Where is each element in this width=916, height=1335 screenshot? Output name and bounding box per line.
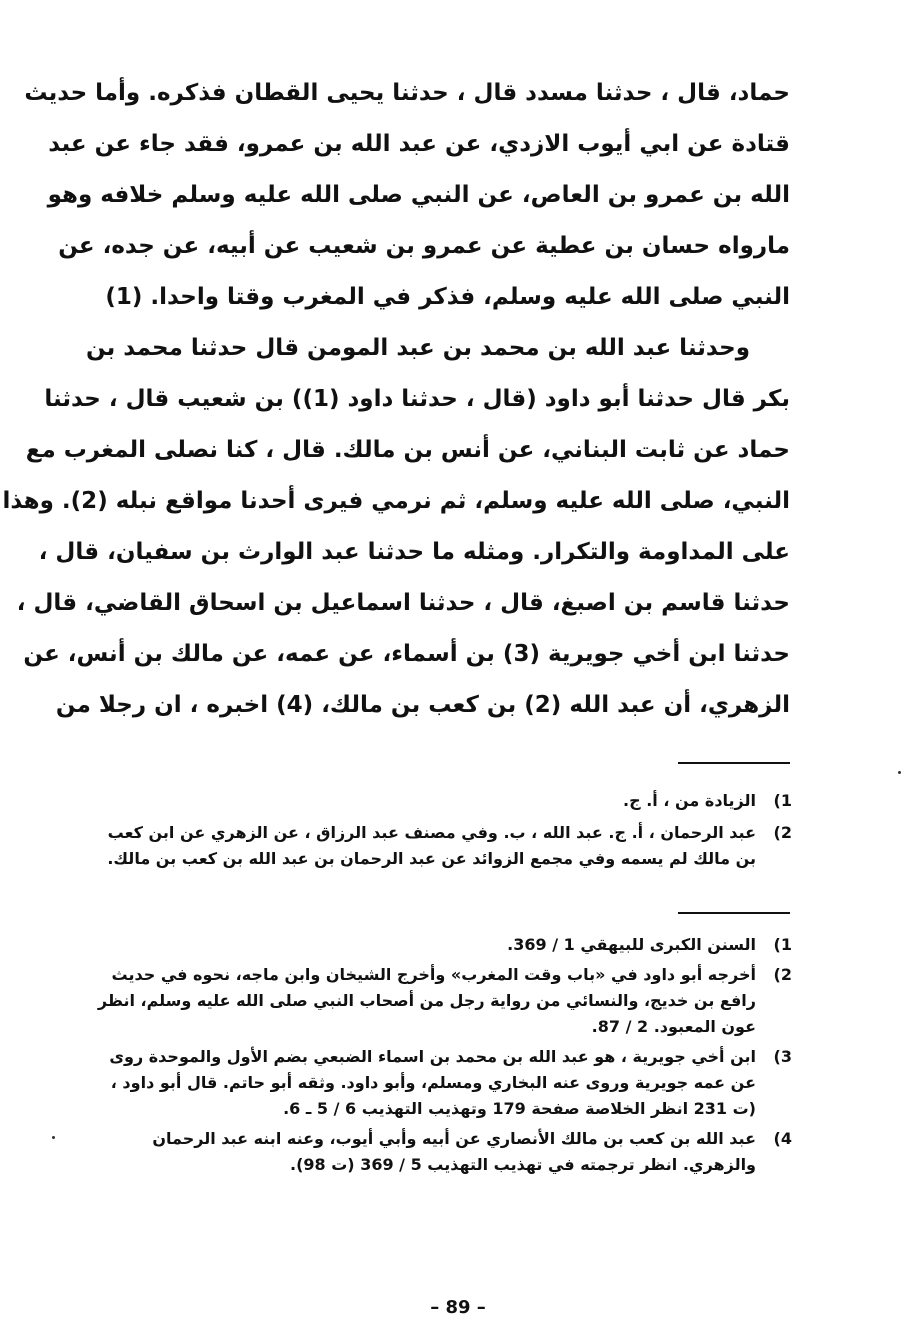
text-line: بكر قال حدثنا أبو داود (قال ، حدثنا داود (1)) بن شعيب قال ، حدثنا	[44, 386, 790, 412]
note-text	[120, 788, 756, 814]
footnote-line: ابن أخي جويرية ، هو عبد الله بن محمد بن اسماء الضبعي بضم الأول والموحدة روى	[109, 1047, 756, 1066]
text-line: قتادة عن ابي أيوب الازدي، عن عبد الله بن عمرو، فقد جاء عن عبد	[48, 131, 790, 157]
footnote-line: عن عمه جويرية وروى عنه البخاري ومسلم، وأبو داود. وثقه أبو حاتم. قال أبو داود ،	[110, 1073, 756, 1092]
note-number: 1)	[773, 791, 792, 810]
page-number: – 89 –	[430, 1297, 486, 1318]
footnote-line: والزهري. انظر ترجمته في تهذيب التهذيب 5 / 369 (ت 98).	[290, 1155, 756, 1174]
note-line: بن مالك لم يسمه وفي مجمع الزوائد عن عبد الرحمان بن عبد الله بن كعب بن مالك.	[107, 849, 756, 868]
editor-notes	[107, 788, 792, 872]
note-text	[107, 820, 756, 872]
text-line: حدثنا ابن أخي جويرية (3) بن أسماء، عن عمه، عن مالك بن أنس، عن	[23, 641, 790, 667]
footnote-1	[120, 932, 792, 958]
editor-note-2	[107, 820, 792, 872]
footnote-number: 4)	[773, 1129, 792, 1148]
footnote-number: 1)	[773, 935, 792, 954]
footnote-4	[120, 1126, 792, 1178]
footnote-line: السنن الكبرى للبيهقي 1 / 369.	[507, 935, 756, 954]
text-line: الزهري، أن عبد الله (2) بن كعب بن مالك، (4) اخبره ، ان رجلا من	[55, 692, 790, 718]
main-text	[2, 68, 790, 731]
text-line: ماروا‌ه حسان بن عطية عن عمرو بن شعيب عن أبيه، عن جده، عن	[58, 233, 790, 259]
footnote-line: أخرجه أبو داود في «باب وقت المغرب» وأخرج الشيخان وابن ماجه، نحوه في حديث	[111, 965, 756, 984]
footnote-3	[109, 1044, 792, 1122]
footnote-2	[97, 962, 792, 1040]
footnote-line: رافع بن خديج، والنسائي من رواية رجل من أصحاب النبي صلى الله عليه وسلم، انظر	[97, 991, 756, 1010]
editor-notes-separator	[678, 762, 790, 764]
footnote-number: 2)	[773, 965, 792, 984]
text-line: حماد، قال ، حدثنا مسدد قال ، حدثنا يحيى القطان فذكره. وأما حديث	[24, 80, 790, 106]
footnote-number: 3)	[773, 1047, 792, 1066]
text-line: على المداومة والتكرار. ومثله ما حدثنا عبد الوارث بن سفيان، قال ،	[38, 539, 790, 565]
text-line: وحدثنا عبد الله بن محمد بن عبد المومن قال حدثنا محمد بن	[85, 335, 750, 361]
footnote-line: (ت 231 انظر الخلاصة صفحة 179 وتهذيب التهذيب 6 / 5 ـ 6.	[283, 1099, 756, 1118]
text-line: حماد عن ثابت البناني، عن أنس بن مالك. قال ، كنا نصلى المغرب مع	[25, 437, 790, 463]
text-line: النبي، صلى الله عليه وسلم، ثم نرمي فيرى أحدنا مواقع نبله (2). وهذا	[2, 488, 790, 514]
scan-speck	[898, 771, 901, 774]
footnote-text	[120, 1126, 756, 1178]
note-number: 2)	[773, 823, 792, 842]
footnote-line: عون المعبود. 2 / 87.	[591, 1017, 756, 1036]
text-line: الله بن عمرو بن العاص، عن النبي صلى الله عليه وسلم خلافه وهو	[47, 182, 790, 208]
footnote-text	[109, 1044, 756, 1122]
note-line: الزيادة من ، أ. ج.	[623, 791, 756, 810]
footnotes-separator	[678, 912, 790, 914]
footnote-text	[120, 932, 756, 958]
scan-speck	[52, 1136, 55, 1139]
text-line: النبي صلى الله عليه وسلم، فذكر في المغرب وقتا واحدا. (1)	[105, 284, 790, 310]
footnotes	[97, 932, 792, 1178]
footnote-text	[98, 962, 756, 1040]
footnote-line: عبد الله بن كعب بن مالك الأنصاري عن أبيه وأبي أيوب، وعنه ابنه عبد الرحمان	[152, 1129, 756, 1148]
note-line: عبد الرحمان ، أ. ج. عبد الله ، ب. وفي مصنف عبد الرزاق ، عن الزهري عن ابن كعب	[107, 823, 756, 842]
text-line: حدثنا قاسم بن اصبغ، قال ، حدثنا اسماعيل بن اسحاق القاضي، قال ،	[16, 590, 790, 616]
editor-note-1	[120, 788, 792, 814]
